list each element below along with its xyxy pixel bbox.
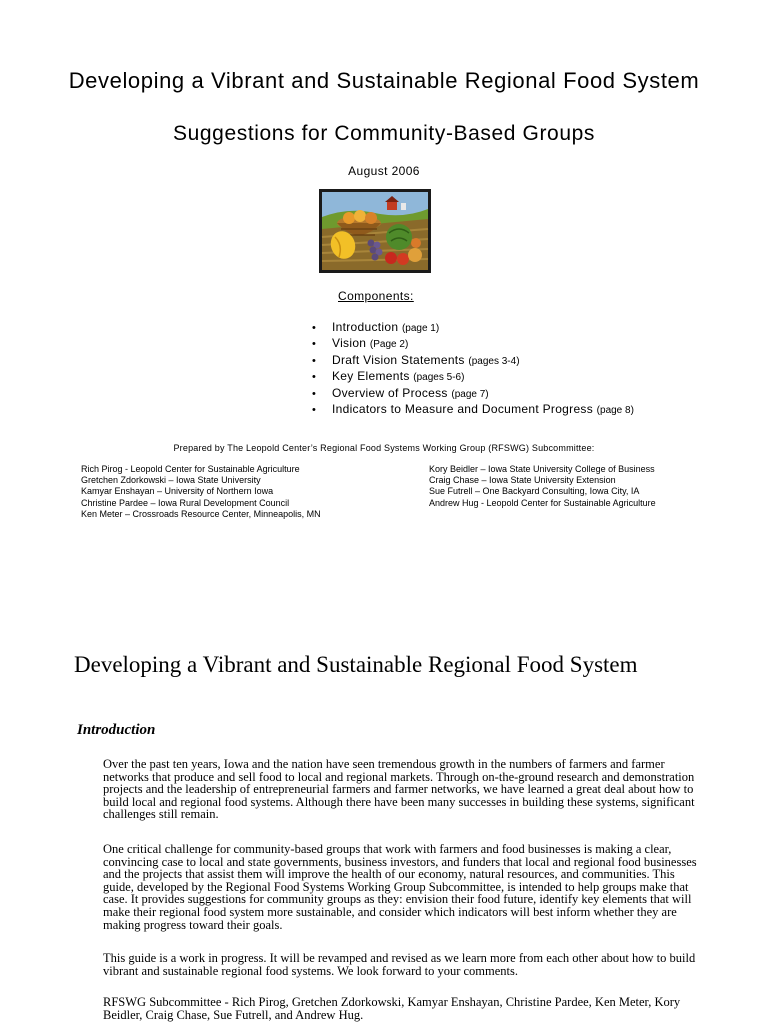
member-entry: Rich Pirog - Leopold Center for Sustainable Agriculture — [81, 464, 300, 474]
component-page: (page 1) — [401, 323, 440, 334]
component-label: Key Elements — [332, 369, 410, 384]
component-page: (Page 2) — [369, 339, 409, 351]
bullet-icon: • — [312, 387, 317, 400]
component-label: Overview of Process — [332, 385, 448, 400]
member-entry: Kory Beidler – Iowa State University College of Business — [429, 464, 655, 474]
member-entry: Sue Futrell – One Backyard Consulting, Iowa City, IA — [429, 486, 640, 497]
list-item — [312, 352, 634, 368]
component-label: Vision — [332, 336, 367, 351]
paragraph: This guide is a work in progress. It will be revamped and revised as we learn more from each other about how to build vibrant and sustainable regional food systems. We look forward to your comments. — [103, 951, 696, 978]
list-item — [312, 319, 634, 335]
member-entry: Andrew Hug - Leopold Center for Sustainable Agriculture — [429, 497, 656, 508]
members-right-column — [429, 464, 656, 509]
member-entry: Kamyar Enshayan – University of Northern Iowa — [81, 486, 274, 497]
list-item — [312, 401, 634, 417]
member-entry: Gretchen Zdorkowski – Iowa State University — [81, 475, 261, 486]
paragraph: Over the past ten years, Iowa and the nation have seen tremendous growth in the numbers of farmers and farmer networks that produce and sell food to local and regional markets. Through on-the-ground research and demonstration projects and the leadership of entrepreneurial farmers and farmer networks, we have learned a great deal about how to build local and regional food systems. Although there have been many successes in building these systems, significant challenges still remain. — [103, 757, 695, 822]
component-page: (page 7) — [451, 388, 489, 400]
component-label: Indicators to Measure and Document Progress — [332, 401, 594, 416]
member-entry: Ken Meter – Crossroads Resource Center, Minneapolis, MN — [81, 508, 321, 519]
document-date: August 2006 — [348, 164, 420, 178]
paragraph: One critical challenge for community-based groups that work with farmers and food businesses is making a clear, convincing case to local and state governments, business investors, and funders that local and regional food businesses and the projects that assist them will improve the health of our economy, natural resources, and communities. This guide, developed by the Regional Food Systems Working Group Subcommittee, is intended to help groups make that case. It provides suggestions for community groups as they: envision their food future, identify key elements that will make their regional food system more sustainable, and consider which indicators will best inform whether they are making progress toward their goals. — [103, 842, 697, 932]
list-item — [312, 335, 634, 351]
document-subtitle: Suggestions for Community-Based Groups — [173, 122, 595, 145]
farm-produce-clipart-icon — [319, 189, 431, 273]
component-page: (pages 3-4) — [468, 355, 520, 367]
member-entry: Craig Chase – Iowa State University Extension — [429, 475, 616, 486]
component-label: Introduction — [332, 320, 399, 334]
member-entry: Christine Pardee – Iowa Rural Development Council — [81, 497, 290, 508]
component-label: Draft Vision Statements — [332, 352, 465, 367]
bullet-icon: • — [312, 322, 317, 334]
list-item — [312, 368, 634, 384]
bullet-icon: • — [312, 371, 317, 384]
component-page: (pages 5-6) — [413, 372, 465, 384]
components-heading: Components: — [338, 289, 414, 303]
component-page: (page 8) — [596, 404, 634, 416]
bullet-icon: • — [312, 338, 317, 351]
prepared-by: Prepared by The Leopold Center’s Regional Food Systems Working Group (RFSWG) Subcommittee: — [173, 443, 595, 453]
section-title: Developing a Vibrant and Sustainable Regional Food System — [74, 652, 638, 677]
bullet-icon: • — [312, 403, 317, 416]
list-item — [312, 385, 634, 401]
introduction-heading: Introduction — [77, 722, 156, 738]
document-title: Developing a Vibrant and Sustainable Regional Food System — [68, 68, 700, 93]
paragraph: RFSWG Subcommittee - Rich Pirog, Gretchen Zdorkowski, Kamyar Enshayan, Christine Pardee, Ken Meter, Kory Beidler, Craig Chase, Sue Futrell, and Andrew Hug. — [103, 995, 681, 1022]
components-list — [312, 319, 634, 417]
members-left-column — [81, 464, 321, 520]
bullet-icon: • — [312, 354, 317, 367]
